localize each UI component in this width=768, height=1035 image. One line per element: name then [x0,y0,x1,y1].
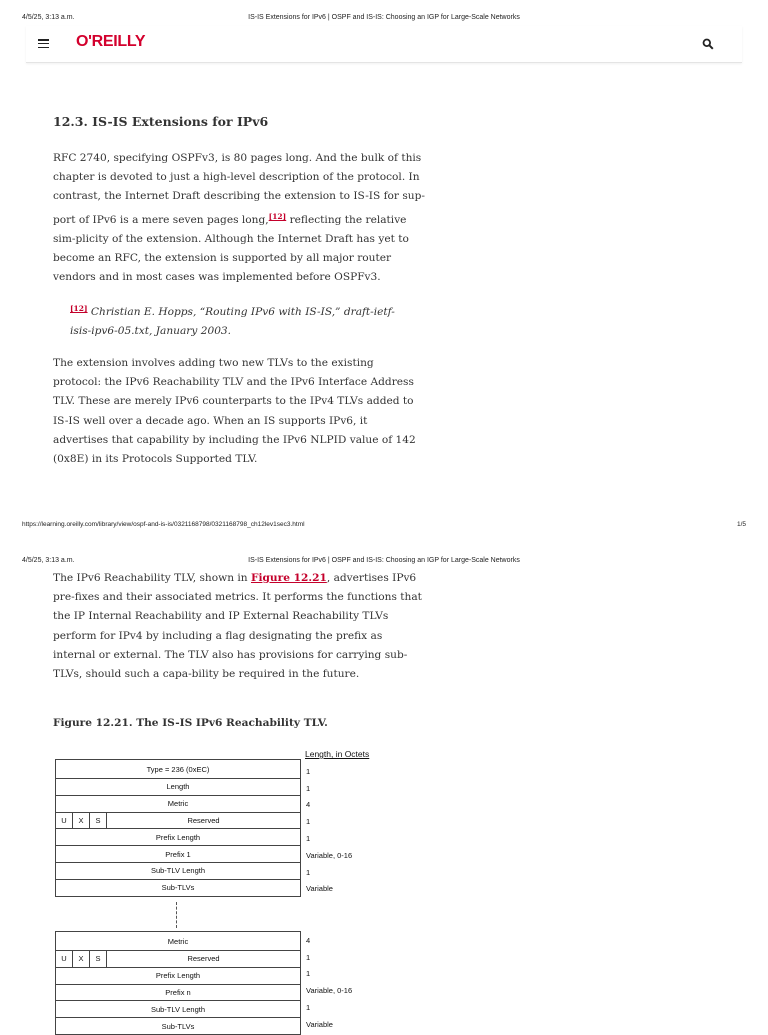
print-title: IS-IS Extensions for IPv6 | OSPF and IS-IS: Choosing an IGP for Large-Scale Networks [248,14,520,21]
figure-link[interactable]: Figure 12.21 [250,572,327,584]
paragraph-extension: The extension involves adding two new TLVs to the existing protocol: the IPv6 Reachability TLV and the IPv6 Interface Address TLV. These are merely IPv6 counterparts to the IPv4 TLVs added to IS-IS well over a decade ago. When an IS supports IPv6, it advertises that capability by including the IPv6 NLPID value of 142 (0x8E) in its Protocols Supported TLV. [53,357,416,466]
x-flag: X [73,813,90,829]
tlv-field-label: Prefix 1 [165,849,191,859]
length-value: 1 [306,817,311,827]
print-title: IS-IS Extensions for IPv6 | OSPF and IS-IS: Choosing an IGP for Large-Scale Networks [248,557,520,564]
tlv-field-row [56,932,300,950]
length-value: 1 [306,867,311,877]
continuation-dots [176,902,177,928]
tlv-field-row [56,778,300,795]
length-value: 4 [306,935,311,945]
length-value: Variable [306,1019,333,1029]
tlv-field-label: Length [166,782,190,792]
menu-icon[interactable] [38,39,49,48]
site-header [26,26,742,63]
figure-caption: Figure 12.21. The IS-IS IPv6 Reachability TLV. [53,717,328,729]
tlv-field-label: Prefix Length [155,971,201,981]
tlv-field-row [56,879,300,896]
tlv-diagram-lower [55,931,301,1035]
length-value: 1 [306,834,311,844]
paragraph-rfc2740 [53,149,425,287]
print-header-page2 [22,557,746,564]
tlv-field-label: Reserved [187,815,220,825]
footnote [70,299,410,341]
length-column-header: Length, in Octets [305,749,370,759]
x-flag: X [73,951,90,967]
length-value: 1 [306,766,311,776]
oreilly-logo[interactable]: O'REILLY [76,33,146,50]
length-value: 4 [306,800,311,810]
paragraph-reachability [53,569,425,684]
tlv-field-row [56,862,300,879]
tlv-field-label: Prefix n [165,987,191,997]
tlv-field-label: Reserved [187,954,220,964]
tlv-flags-row [56,950,300,967]
tlv-field-label: Sub-TLVs [161,1021,195,1031]
tlv-field-row [56,828,300,845]
tlv-field-row [56,795,300,812]
paragraph-text: RFC 2740, specifying OSPFv3, is 80 pages long. And the bulk of this chapter is devoted to just a high-level description of the protocol. In contrast, the Internet Draft describing the extension to IS-IS for sup-port of IPv6 is a mere seven pages long, [53,152,425,226]
print-url: https://learning.oreilly.com/library/view/ospf-and-is-is/0321168798/0321168798_ch12lev1sec3.html [22,521,305,528]
print-header [22,14,746,21]
tlv-field-label: Metric [167,799,189,809]
s-flag: S [90,951,107,967]
print-footer [22,521,746,528]
tlv-field-row [56,1017,300,1034]
paragraph-text: reflecting the relative sim-plicity of the extension. Although the Internet Draft has yet to become an RFC, the extension is supported by all major router vendors and in most cases was implemented before OSPFv3. [53,213,409,284]
tlv-field-row [56,967,300,984]
tlv-flags-row [56,812,300,829]
tlv-field-label: Metric [167,936,189,946]
footnote-link[interactable]: [12] [268,211,287,221]
search-icon[interactable] [702,38,714,50]
footnote-backlink[interactable]: [12] [70,304,88,313]
tlv-diagram-upper [55,759,301,897]
paragraph-text: The IPv6 Reachability TLV, shown in [53,572,251,584]
tlv-field-label: Sub-TLV Length [150,866,206,876]
length-value: Variable [306,884,333,894]
section-title: 12.3. IS-IS Extensions for IPv6 [53,114,269,129]
tlv-field-row [56,760,300,778]
tlv-field-row [56,845,300,862]
tlv-field-label: Sub-TLV Length [150,1004,206,1014]
print-date: 4/5/25, 3:13 a.m. [22,557,75,564]
u-flag: U [56,951,73,967]
tlv-field-row [56,1000,300,1017]
tlv-field-row [56,984,300,1001]
length-column-lower [306,932,352,1033]
tlv-field-label: Prefix Length [155,832,201,842]
length-column-upper [306,763,352,897]
u-flag: U [56,813,73,829]
length-value: 1 [306,969,311,979]
length-value: 1 [306,952,311,962]
paragraph-text: , advertises IPv6 pre-fixes and their associated metrics. It performs the functions that the IP Internal Reachability and IP External Reachability TLVs perform for IPv4 by including a flag designating the prefix as internal or external. The TLV also has provisions for carrying sub-TLVs, should such a capa-bility be required in the future. [53,572,422,681]
print-date: 4/5/25, 3:13 a.m. [22,14,75,21]
length-value: 1 [306,783,311,793]
footnote-text: Christian E. Hopps, “Routing IPv6 with IS-IS,” draft-ietf-isis-ipv6-05.txt, January 2003. [70,306,395,338]
print-page-number: 1/5 [736,521,746,528]
length-value: Variable, 0-16 [306,986,353,996]
length-value: 1 [306,1003,311,1013]
tlv-field-label: Sub-TLVs [161,883,195,893]
length-value: Variable, 0-16 [306,850,353,860]
s-flag: S [90,813,107,829]
tlv-field-label: Type = 236 (0xEC) [146,764,210,774]
